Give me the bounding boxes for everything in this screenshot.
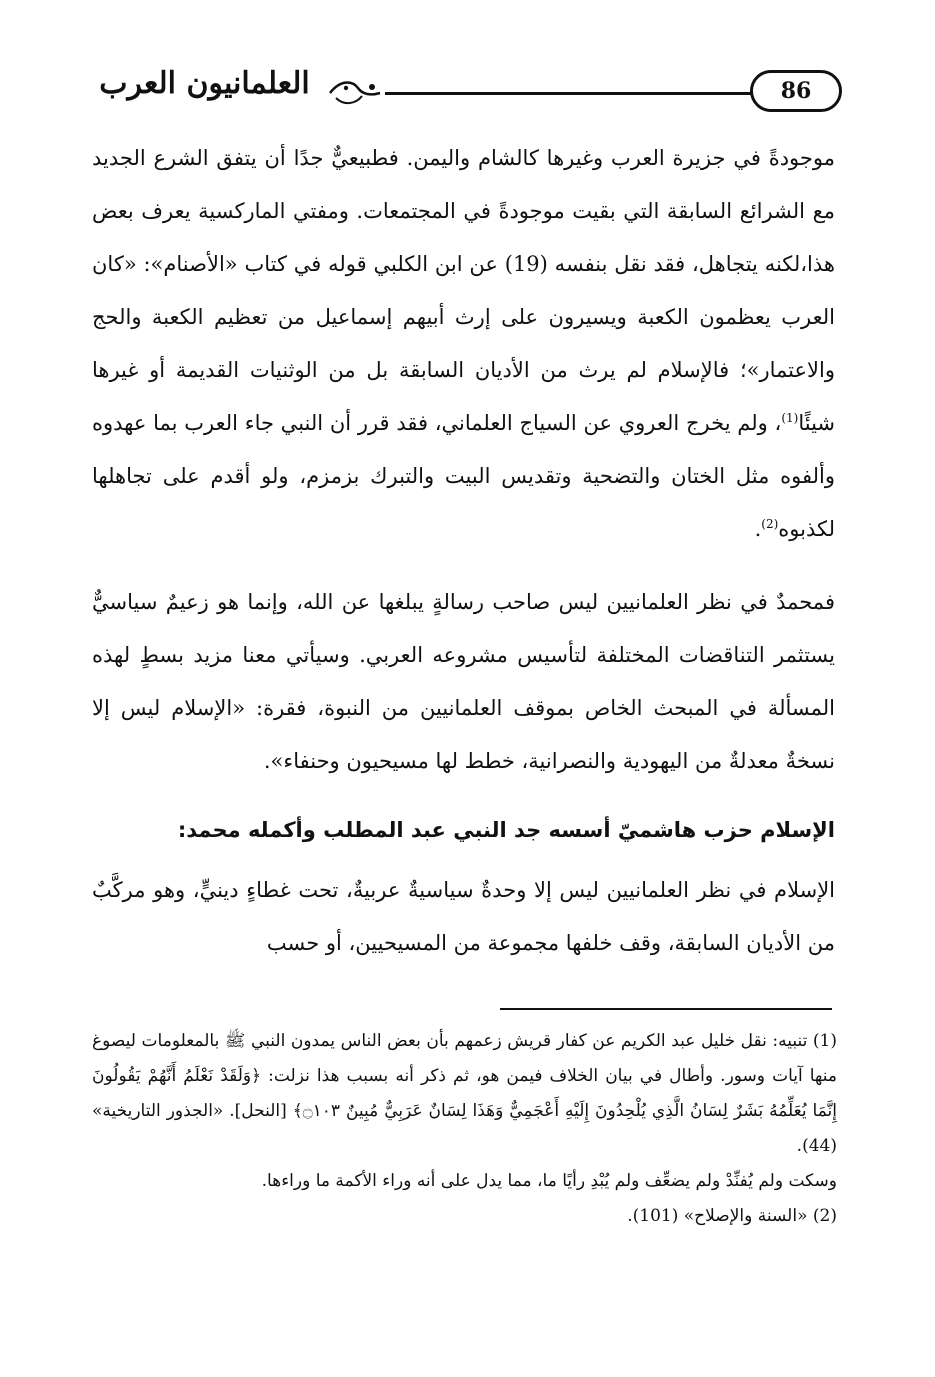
paragraph: الإسلام في نظر العلمانيين ليس إلا وحدةٌ سياسيةٌ عربيةٌ، تحت غطاءٍ دينيٍّ، وهو مركَّبٌ من الأديان السابقة، وقف خلفها مجموعة من المسيحيين، أو حسب bbox=[92, 878, 835, 955]
book-title: العلمانيون العرب bbox=[99, 66, 310, 101]
paragraph: فمحمدٌ في نظر العلمانيين ليس صاحب رسالةٍ يبلغها عن الله، وإنما هو زعيمٌ سياسيٌّ يستثمر التناقضات المختلفة لتأسيس مشروعه العربي. وسيأتي معنا مزيد بسطٍ لهذه المسألة في المبحث الخاص بموقف العلمانيين من النبوة، فقرة: «الإسلام ليس إلا نسخةٌ معدلةٌ من اليهودية والنصرانية، خطط لها مسيحيون وحنفاء». bbox=[92, 590, 835, 773]
footnote-divider bbox=[500, 1008, 832, 1010]
main-text bbox=[92, 132, 835, 970]
page-header bbox=[60, 62, 840, 124]
paragraph bbox=[92, 132, 835, 556]
header-rule bbox=[385, 92, 752, 95]
paragraph-text: ، ولم يخرج العروي عن السياج العلماني، فقد قرر أن النبي جاء العرب بما عهدوه وألفوه مثل الختان والتضحية وتقديس البيت والتبرك بزمزم، ولو أقدم على تجاهلها لكذبوه bbox=[92, 411, 835, 541]
footnote-source: [النحل]. «الجذور التاريخية» (44). bbox=[92, 1101, 837, 1156]
quran-verse: ﴿وَلَقَدْ نَعْلَمُ أَنَّهُمْ يَقُولُونَ إِنَّمَا يُعَلِّمُهُ بَشَرٌ لِسَانُ الَّذِي يُلْحِدُونَ إِلَيْهِ أَعْجَمِيٌّ وَهَذَا لِسَانٌ عَرَبِيٌّ مُبِينٌ ۝١٠٣﴾ bbox=[92, 1066, 837, 1121]
footnote-text: (1) تنبيه: نقل خليل عبد الكريم عن كفار قريش زعمهم بأن بعض الناس يمدون النبي ﷺ بالمعلومات ليصوغ منها آيات وسور. وأطال في بيان الخلاف فيمن هو، ثم ذكر أنه بسبب هذا نزلت: bbox=[92, 1031, 838, 1086]
footnote-ref: (1) bbox=[781, 411, 799, 425]
footnote-1 bbox=[92, 1024, 837, 1164]
paragraph-text: موجودةً في جزيرة العرب وغيرها كالشام واليمن. فطبيعيٌّ جدًا أن يتفق الشرع الجديد مع الشرائع السابقة التي بقيت موجودةً في المجتمعات. ومفتي الماركسية يعرف بعض هذا،لكنه يتجاهل، فقد نقل بنفسه (19) عن ابن الكلبي قوله في كتاب «الأصنام»: «كان العرب يعظمون الكعبة ويسيرون على إرث أبيهم إسماعيل من تعظيم الكعبة والحج والاعتمار»؛ فالإسلام لم يرث من الأديان السابقة بل من الوثنيات القديمة أو غيرها شيئًا bbox=[92, 146, 835, 435]
section-heading: الإسلام حزب هاشميّ أسسه جد النبي عبد المطلب وأكمله محمد: bbox=[177, 818, 835, 842]
footnote-ref: (2) bbox=[761, 517, 779, 531]
footnotes bbox=[92, 1024, 837, 1234]
paragraph-text: . bbox=[754, 517, 762, 541]
footnote-2: (2) «السنة والإصلاح» (101). bbox=[627, 1206, 837, 1226]
ornament-icon bbox=[326, 76, 384, 110]
footnote-1-note: وسكت ولم يُفنِّدْ ولم يضعِّف ولم يُبْدِ رأيًا ما، مما يدل على أنه وراء الأكمة ما وراءها. bbox=[261, 1171, 837, 1191]
page-number: 86 bbox=[750, 70, 842, 112]
